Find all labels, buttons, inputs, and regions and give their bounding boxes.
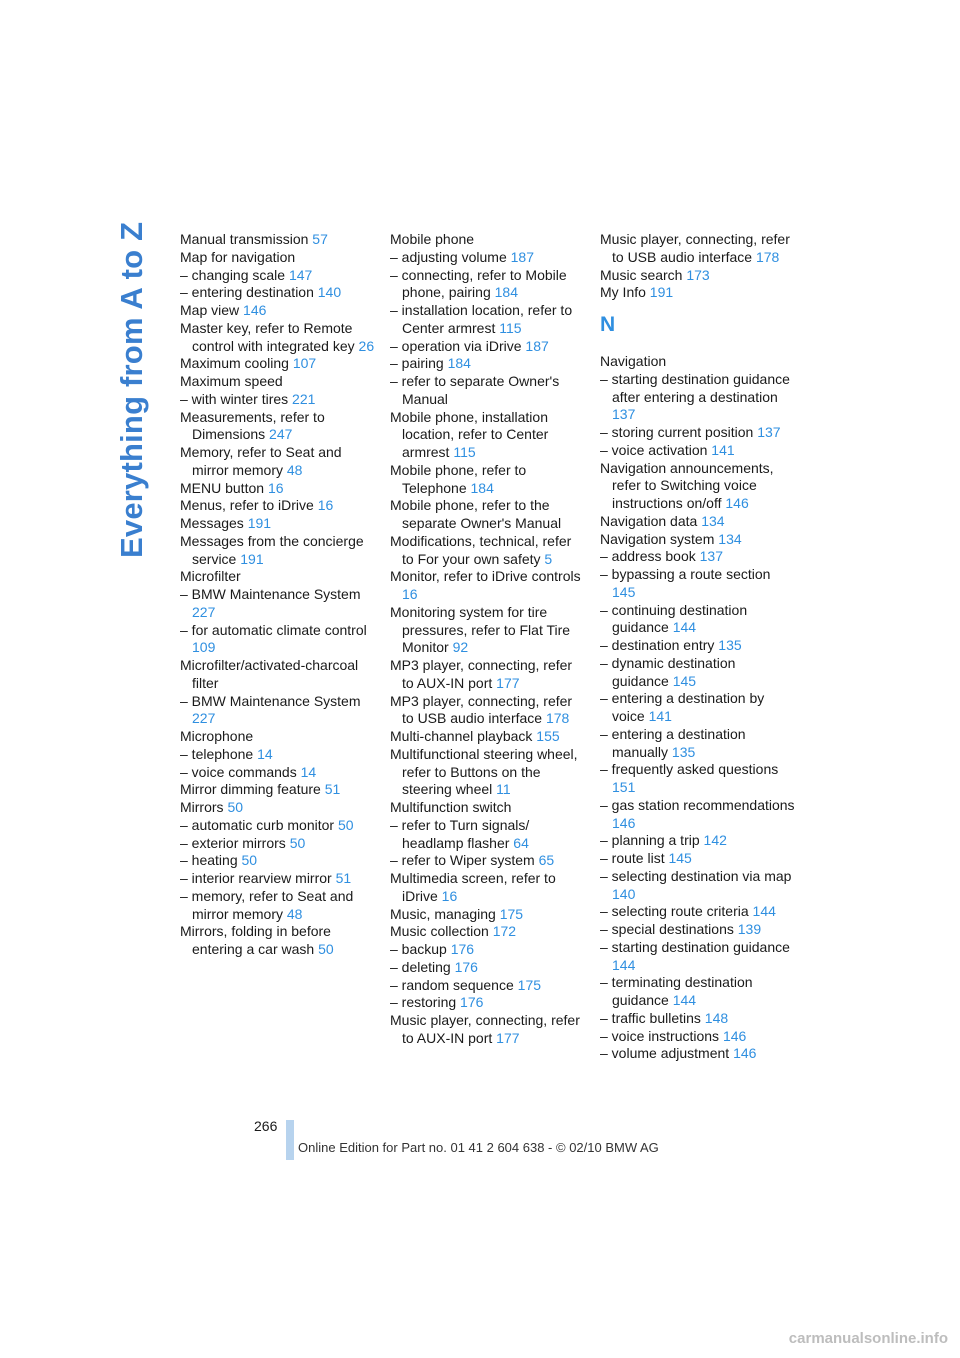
page-reference-link[interactable]: 64: [513, 834, 529, 851]
index-term: – destination entry: [600, 637, 715, 653]
index-entry: [600, 832, 795, 850]
index-term: Music player, connecting, refer to USB audio interface: [600, 231, 790, 265]
page-reference-link[interactable]: 177: [496, 1029, 520, 1046]
index-entry: [600, 797, 795, 833]
index-term: – random sequence: [390, 976, 514, 993]
page-reference-link[interactable]: 146: [722, 1027, 747, 1044]
index-entry: [390, 977, 585, 995]
index-entry: [390, 249, 585, 267]
index-entry: [180, 728, 375, 746]
index-term: – traffic bulletins: [600, 1009, 701, 1026]
footer-text: Online Edition for Part no. 01 41 2 604 638 - © 02/10 BMW AG: [298, 1140, 659, 1155]
index-entry: [390, 657, 585, 693]
page-reference-link[interactable]: 191: [240, 550, 264, 567]
page-reference-link[interactable]: 144: [752, 903, 776, 920]
index-term: Navigation: [600, 353, 667, 369]
page-reference-link[interactable]: 16: [441, 887, 458, 904]
page-reference-link[interactable]: 227: [192, 710, 216, 727]
index-term: – changing scale: [180, 266, 286, 283]
index-term: Messages from the concierge service: [180, 532, 364, 567]
index-term: – bypassing a route section: [600, 566, 771, 582]
index-term: – automatic curb monitor: [180, 816, 335, 833]
index-entry: [180, 888, 375, 924]
page-reference-link[interactable]: 142: [703, 832, 727, 849]
index-entry: [600, 548, 795, 566]
page-reference-link[interactable]: 187: [510, 248, 534, 265]
index-entry: [390, 923, 585, 941]
index-entry: [600, 460, 795, 513]
index-term: Mirror dimming feature: [180, 781, 321, 798]
index-entry: [600, 267, 795, 285]
index-entry: [600, 231, 795, 267]
index-entry: [390, 693, 585, 729]
index-entry: [390, 533, 585, 569]
index-term: – heating: [180, 852, 238, 869]
index-entry: [600, 566, 795, 602]
page-reference-link[interactable]: 14: [257, 745, 273, 762]
index-entry: [600, 726, 795, 762]
page-reference-link[interactable]: 176: [450, 941, 475, 957]
index-entry: [600, 1010, 795, 1028]
index-term: – entering a destination manually: [600, 725, 746, 760]
page-reference-link[interactable]: 176: [460, 994, 484, 1011]
index-entry: [600, 655, 795, 691]
page-reference-link[interactable]: 134: [718, 530, 742, 547]
index-term: – backup: [390, 941, 447, 957]
page-reference-link[interactable]: 48: [286, 905, 303, 922]
index-term: Music player, connecting, refer to AUX-IN port: [390, 1012, 580, 1046]
index-entry: [390, 746, 585, 799]
page-reference-link[interactable]: 50: [227, 799, 244, 815]
index-term: My Info: [600, 284, 646, 301]
index-term: Maximum cooling: [180, 355, 289, 372]
index-term: Music search: [600, 266, 683, 283]
index-entry: [390, 994, 585, 1012]
index-entry: [180, 302, 375, 320]
index-entry: [390, 231, 585, 249]
index-term: – gas station recommendations: [600, 796, 795, 813]
index-entry: [600, 850, 795, 868]
index-term: Multi-channel playback: [390, 728, 533, 744]
index-term: – restoring: [390, 994, 457, 1011]
index-term: – with winter tires: [180, 390, 289, 407]
page-reference-link[interactable]: 137: [699, 548, 723, 565]
index-entry: [180, 746, 375, 764]
index-entry: [600, 690, 795, 726]
page-reference-link[interactable]: 145: [668, 850, 692, 866]
index-term: – refer to Turn signals/ headlamp flasher: [390, 816, 530, 851]
index-entry: [600, 761, 795, 797]
index-entry: [390, 906, 585, 924]
page-reference-link[interactable]: 227: [192, 603, 216, 620]
index-term: Multifunction switch: [390, 799, 512, 815]
index-term: – pairing: [390, 355, 444, 372]
index-term: – address book: [600, 548, 696, 565]
page-reference-link[interactable]: 145: [612, 583, 636, 600]
index-term: – refer to separate Owner's Manual: [390, 373, 560, 407]
page-reference-link[interactable]: 16: [317, 497, 334, 514]
index-term: Microphone: [180, 728, 254, 744]
index-term: – starting destination guidance: [600, 938, 790, 955]
page-reference-link[interactable]: 184: [494, 284, 518, 301]
index-term: – refer to Wiper system: [390, 852, 535, 869]
index-entry: [180, 409, 375, 445]
index-entry: [600, 353, 795, 371]
index-term: Monitor, refer to iDrive controls: [390, 568, 581, 585]
index-term: Map view: [180, 302, 240, 318]
page-reference-link[interactable]: 50: [241, 852, 258, 869]
page-reference-link[interactable]: 107: [292, 355, 317, 372]
index-entry: [600, 903, 795, 921]
index-entry: [390, 338, 585, 356]
index-entry: [600, 442, 795, 460]
index-entry: [180, 799, 375, 817]
index-entry: [390, 267, 585, 303]
side-title-text: Everything from A to Z: [114, 221, 149, 558]
index-entry: [600, 424, 795, 442]
index-term: Microfilter: [180, 568, 241, 585]
page-reference-link[interactable]: 16: [267, 479, 284, 496]
footer-bar: [286, 1120, 294, 1160]
index-term: Navigation announcements, refer to Switching voice instructions on/off: [600, 459, 774, 511]
index-term: – starting destination guidance after entering a destination: [600, 370, 790, 405]
index-entry: [600, 513, 795, 531]
page-reference-link[interactable]: 57: [312, 231, 328, 247]
page-reference-link[interactable]: 139: [737, 921, 762, 937]
index-term: Navigation data: [600, 512, 698, 529]
index-term: – planning a trip: [600, 832, 700, 849]
page-reference-link[interactable]: 50: [337, 816, 354, 833]
index-term: – selecting route criteria: [600, 903, 749, 920]
index-term: – connecting, refer to Mobile phone, pairing: [390, 266, 567, 301]
page-reference-link[interactable]: 175: [517, 976, 542, 993]
page-reference-link[interactable]: 175: [499, 905, 524, 922]
index-entry: [390, 373, 585, 409]
index-entry: [180, 444, 375, 480]
index-entry: [600, 1028, 795, 1046]
index-entry: [600, 939, 795, 975]
index-entry: [390, 799, 585, 817]
index-entry: [600, 868, 795, 904]
index-term: Messages: [180, 515, 244, 531]
index-entry: [180, 923, 375, 959]
page-reference-link[interactable]: 191: [247, 515, 272, 531]
index-term: – adjusting volume: [390, 248, 507, 265]
watermark: carmanualsonline.info: [788, 1330, 948, 1347]
index-entry: [600, 637, 795, 655]
side-title: [112, 221, 152, 558]
index-entry: [390, 870, 585, 906]
index-term: Mobile phone, installation location, refer to Center armrest: [390, 408, 549, 460]
index-entry: [600, 1045, 795, 1063]
index-term: Multifunctional steering wheel, refer to Buttons on the steering wheel: [390, 745, 578, 798]
page-reference-link[interactable]: 11: [496, 781, 511, 798]
index-entry: [390, 355, 585, 373]
index-entry: [390, 497, 585, 533]
page-reference-link[interactable]: 14: [300, 763, 317, 780]
index-entry: [180, 355, 375, 373]
page-reference-link[interactable]: 141: [648, 708, 672, 724]
index-term: – installation location, refer to Center armrest: [390, 302, 573, 336]
index-term: Music collection: [390, 923, 489, 940]
index-entry: [600, 284, 795, 302]
index-term: – operation via iDrive: [390, 337, 522, 354]
index-entry: [390, 728, 585, 746]
index-term: Menus, refer to iDrive: [180, 497, 314, 514]
page-reference-link[interactable]: 184: [447, 355, 471, 372]
index-term: – exterior mirrors: [180, 834, 286, 851]
page-reference-link[interactable]: 187: [525, 337, 549, 354]
page-reference-link[interactable]: 51: [324, 781, 341, 798]
page-reference-link[interactable]: 148: [704, 1009, 729, 1026]
page-reference-link[interactable]: 247: [269, 426, 293, 443]
index-entry: [600, 371, 795, 424]
page-reference-link[interactable]: 178: [545, 710, 570, 727]
index-entry: [390, 941, 585, 959]
index-entry: [180, 835, 375, 853]
index-entry: [180, 515, 375, 533]
index-term: Maximum speed: [180, 373, 283, 389]
index-entry: [180, 657, 375, 693]
index-entry: [390, 817, 585, 853]
page-reference-link[interactable]: 50: [318, 941, 334, 957]
page-reference-link[interactable]: 134: [701, 512, 725, 529]
index-entry: [600, 921, 795, 939]
index-entry: [180, 480, 375, 498]
index-entry: [390, 409, 585, 462]
page-reference-link[interactable]: 51: [335, 870, 352, 886]
index-entry: [390, 604, 585, 657]
page-reference-link[interactable]: 16: [402, 586, 418, 602]
index-term: – terminating destination guidance: [600, 974, 753, 1008]
index-entry: [390, 302, 585, 338]
index-entry: [180, 817, 375, 835]
page-reference-link[interactable]: 155: [536, 728, 560, 744]
index-term: Master key, refer to Remote control with integrated key: [180, 319, 355, 354]
index-term: Manual transmission: [180, 231, 309, 247]
index-term: Mobile phone: [390, 231, 475, 247]
page-reference-link[interactable]: 140: [612, 885, 636, 902]
page-reference-link[interactable]: 145: [672, 672, 697, 689]
index-term: Music, managing: [390, 905, 496, 922]
index-entry: [180, 693, 375, 729]
index-term: – selecting destination via map: [600, 867, 792, 884]
index-entry: [180, 249, 375, 267]
page-number: 266: [254, 1118, 278, 1134]
index-entry: [600, 974, 795, 1010]
index-term: – volume adjustment: [600, 1045, 730, 1062]
index-term: – voice commands: [180, 763, 297, 780]
index-term: – continuing destination guidance: [600, 601, 748, 636]
index-term: – dynamic destination guidance: [600, 654, 736, 689]
page-reference-link[interactable]: 140: [317, 284, 342, 301]
index-entry: [390, 568, 585, 604]
index-entry: [390, 959, 585, 977]
page-reference-link[interactable]: 5: [544, 550, 553, 567]
index-entry: [180, 622, 375, 658]
page-reference-link[interactable]: 184: [470, 479, 494, 496]
index-entry: [180, 781, 375, 799]
index-term: Mirrors, folding in before entering a car wash: [180, 923, 331, 957]
index-column-2: [390, 231, 585, 1048]
page-reference-link[interactable]: 191: [649, 284, 674, 301]
page-reference-link[interactable]: 115: [499, 319, 522, 336]
index-term: MP3 player, connecting, refer to AUX-IN port: [390, 657, 573, 691]
page-reference-link[interactable]: 177: [496, 674, 520, 691]
page-reference-link[interactable]: 176: [454, 958, 478, 975]
index-entry: [180, 533, 375, 569]
index-term: – route list: [600, 850, 665, 866]
index-term: – interior rearview mirror: [180, 870, 332, 886]
page-reference-link[interactable]: 137: [612, 406, 636, 423]
page-reference-link[interactable]: 141: [711, 441, 735, 458]
page-reference-link[interactable]: 178: [755, 248, 780, 265]
page-reference-link[interactable]: 135: [718, 637, 742, 653]
index-term: – special destinations: [600, 921, 734, 937]
page-reference-link[interactable]: 146: [243, 302, 267, 318]
index-entry: [180, 391, 375, 409]
page-reference-link[interactable]: 172: [492, 923, 517, 940]
index-entry: [390, 852, 585, 870]
index-term: MENU button: [180, 479, 265, 496]
page-reference-link[interactable]: 137: [757, 424, 781, 440]
index-entry: [180, 497, 375, 515]
page-reference-link[interactable]: 144: [612, 956, 636, 973]
page-reference-link[interactable]: 135: [671, 743, 696, 760]
index-entry: [180, 320, 375, 356]
index-term: – frequently asked questions: [600, 761, 779, 778]
index-term: Memory, refer to Seat and mirror memory: [180, 444, 342, 478]
index-term: – memory, refer to Seat and mirror memory: [180, 887, 354, 922]
index-entry: [390, 1012, 585, 1048]
index-term: – telephone: [180, 745, 254, 762]
index-term: Modifications, technical, refer to For your own safety: [390, 532, 572, 567]
page-reference-link[interactable]: 144: [672, 992, 697, 1008]
index-entry: [390, 462, 585, 498]
page-reference-link[interactable]: 50: [289, 834, 306, 851]
index-entry: [180, 267, 375, 285]
page-reference-link[interactable]: 173: [686, 266, 710, 283]
index-column-3: [600, 231, 795, 1063]
index-entry: [180, 373, 375, 391]
index-entry: [180, 764, 375, 782]
index-entry: [180, 284, 375, 302]
page-reference-link[interactable]: 151: [612, 779, 636, 795]
page-reference-link[interactable]: 115: [453, 444, 476, 460]
index-column-1: [180, 231, 375, 959]
index-term: Microfilter/activated-charcoal filter: [180, 657, 359, 691]
index-term: Multimedia screen, refer to iDrive: [390, 870, 556, 904]
page-reference-link[interactable]: 48: [286, 461, 303, 478]
index-term: – BMW Maintenance System: [180, 586, 361, 602]
page-reference-link[interactable]: 146: [725, 495, 749, 511]
index-entry: [180, 852, 375, 870]
page-reference-link[interactable]: 146: [733, 1045, 757, 1062]
page-reference-link[interactable]: 65: [538, 852, 555, 869]
index-term: MP3 player, connecting, refer to USB audio interface: [390, 692, 573, 727]
index-entry: [180, 586, 375, 622]
index-term: – deleting: [390, 958, 451, 975]
index-term: – BMW Maintenance System: [180, 692, 361, 709]
page-reference-link[interactable]: 221: [292, 390, 316, 407]
page-reference-link[interactable]: 147: [288, 266, 313, 283]
index-term: – storing current position: [600, 424, 754, 440]
index-entry: [180, 231, 375, 249]
index-term: Measurements, refer to Dimensions: [180, 408, 325, 443]
index-term: Monitoring system for tire pressures, refer to Flat Tire Monitor: [390, 603, 571, 656]
index-entry: [180, 568, 375, 586]
index-term: – entering destination: [180, 284, 314, 301]
index-term: Mobile phone, refer to the separate Owner's Manual: [390, 497, 562, 531]
page-reference-link[interactable]: 144: [672, 619, 697, 636]
index-term: – voice instructions: [600, 1027, 720, 1044]
index-term: Mobile phone, refer to Telephone: [390, 461, 527, 496]
page-reference-link[interactable]: 92: [452, 639, 469, 656]
index-term: Map for navigation: [180, 248, 296, 265]
index-term: Navigation system: [600, 530, 715, 547]
index-entry: [600, 602, 795, 638]
index-term: Mirrors: [180, 799, 224, 815]
index-term: – voice activation: [600, 441, 708, 458]
page-reference-link[interactable]: 109: [192, 639, 216, 656]
section-letter: N: [600, 313, 616, 336]
index-term: – entering a destination by voice: [600, 690, 765, 724]
page-reference-link[interactable]: 146: [612, 814, 636, 831]
index-term: – for automatic climate control: [180, 621, 367, 638]
page-reference-link[interactable]: 26: [358, 337, 375, 354]
index-entry: [180, 870, 375, 888]
index-entry: [600, 531, 795, 549]
